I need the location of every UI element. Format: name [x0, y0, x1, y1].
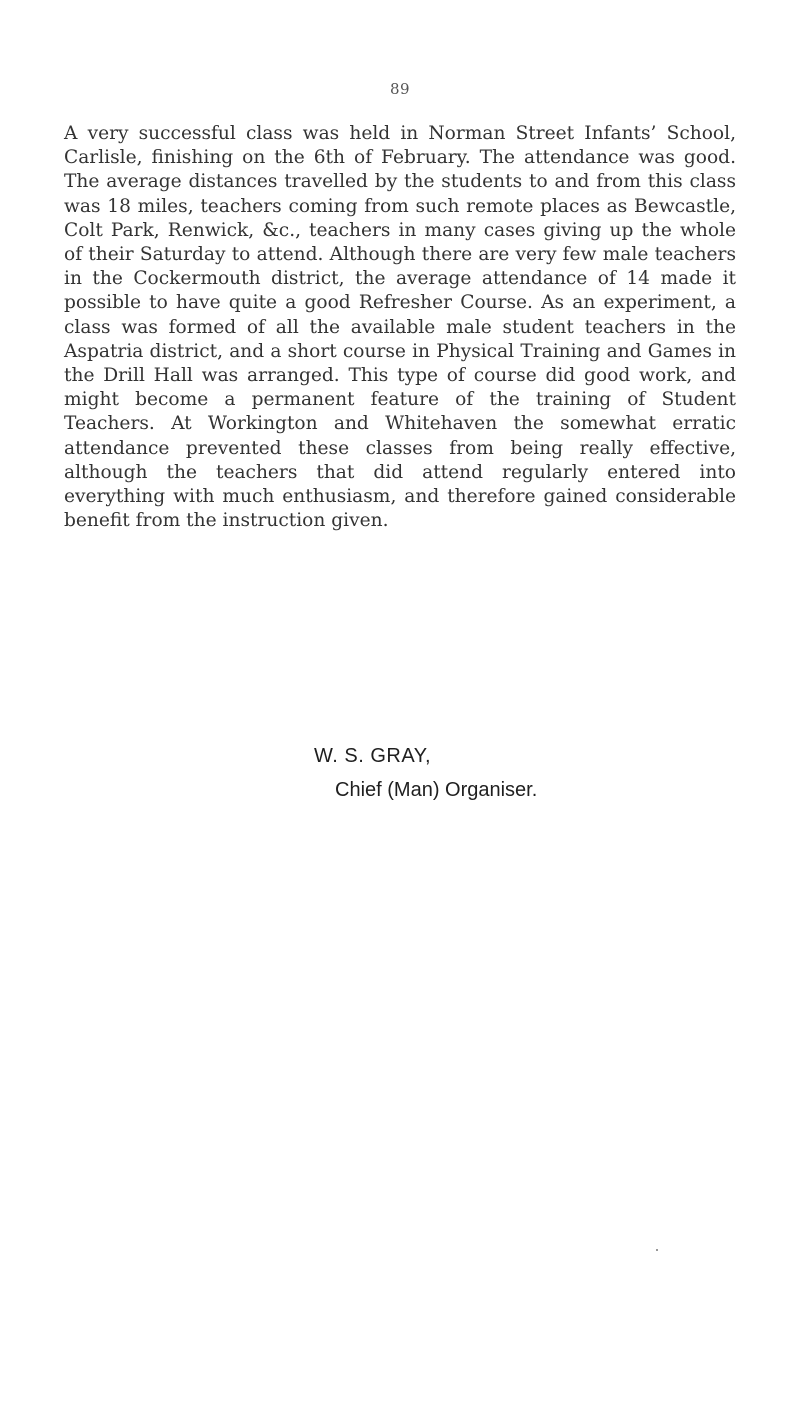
scan-speck	[656, 1249, 658, 1251]
report-paragraph: A very successful class was held in Norman Street Infants’ School, Carlisle, finishing on the 6th of February. The attendance was good. The average distances travelled by the students to and from this class was 18 miles, teachers coming from such remote places as Bewcastle, Colt Park, Renwick, &c., teachers in many cases giving up the whole of their Saturday to attend. Although there are very few male teachers in the Cockermouth district, the average attendance of 14 made it possible to have quite a good Refresher Course. As an experiment, a class was formed of all the available male student teachers in the Aspatria district, and a short course in Physical Training and Games in the Drill Hall was arranged. This type of course did good work, and might become a permanent feature of the training of Student Teachers. At Workington and Whitehaven the somewhat erratic attendance prevented these classes from being really effective, although the teachers that did attend regularly entered into everything with much enthusiasm, and therefore gained considerable benefit from the instruction given.	[64, 123, 736, 532]
page-number: 89	[389, 80, 411, 98]
signatory-title: Chief (Man) Organiser.	[335, 779, 538, 801]
signatory-name: W. S. GRAY,	[314, 745, 432, 767]
